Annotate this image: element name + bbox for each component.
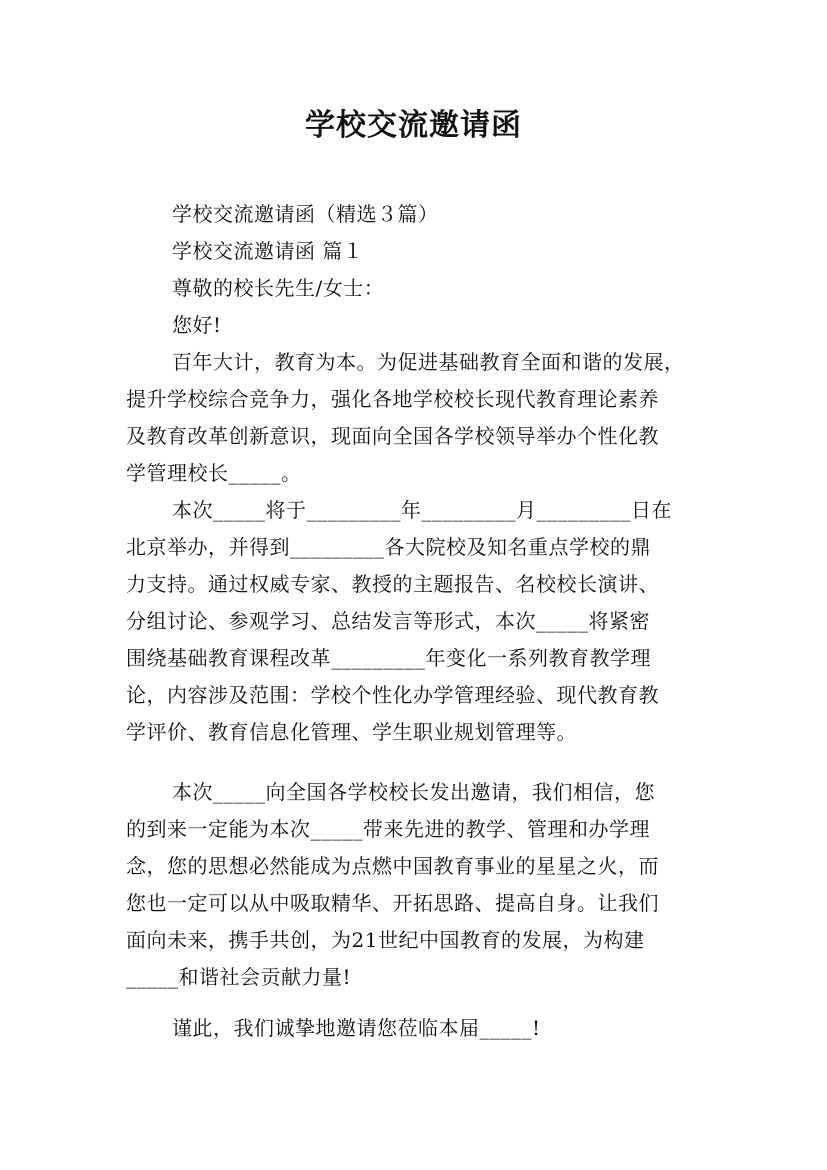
paragraph-line: 本次_____向全国各学校校长发出邀请，我们相信，您 (172, 780, 655, 804)
paragraph-line: 及教育改革创新意识，现面向全国各学校领导举办个性化教 (126, 424, 659, 448)
paragraph-line: 您也一定可以从中吸取精华、开拓思路、提高自身。让我们 (126, 891, 659, 915)
paragraph-line: 百年大计，教育为本。为促进基础教育全面和谐的发展， (172, 350, 685, 374)
paragraph-line: 学管理校长_____。 (126, 461, 302, 485)
paragraph-line: 围绕基础教育课程改革_________年变化一系列教育教学理 (126, 646, 651, 670)
closing-line: 谨此，我们诚挚地邀请您莅临本届_____! (172, 1016, 541, 1040)
paragraph-line: 分组讨论、参观学习、总结发言等形式，本次_____将紧密 (126, 609, 650, 633)
subtitle-line: 学校交流邀请函（精选３篇） (172, 202, 439, 226)
paragraph-line: 念，您的思想必然能成为点燃中国教育事业的星星之火，而 (126, 854, 659, 878)
paragraph-line: 论，内容涉及范围：学校个性化办学管理经验、现代教育教 (126, 683, 659, 707)
document-title: 学校交流邀请函 (305, 108, 522, 143)
section-heading: 学校交流邀请函 篇１ (172, 239, 364, 263)
salutation: 尊敬的校长先生/女士： (172, 276, 385, 300)
paragraph-line: 本次_____将于_________年_________月_________日在 (172, 498, 672, 522)
paragraph-line: 提升学校综合竞争力，强化各地学校校长现代教育理论素养 (126, 387, 659, 411)
paragraph-line: 学评价、教育信息化管理、学生职业规划管理等。 (126, 720, 577, 744)
paragraph-line: 的到来一定能为本次_____带来先进的教学、管理和办学理 (126, 817, 650, 841)
paragraph-line: 北京举办，并得到_________各大院校及知名重点学校的鼎 (126, 535, 651, 559)
paragraph-line: _____和谐社会贡献力量! (126, 965, 352, 989)
greeting: 您好! (172, 313, 222, 337)
paragraph-line: 力支持。通过权威专家、教授的主题报告、名校校长演讲、 (126, 572, 659, 596)
paragraph-line: 面向未来，携手共创，为21世纪中国教育的发展，为构建 (126, 928, 645, 952)
